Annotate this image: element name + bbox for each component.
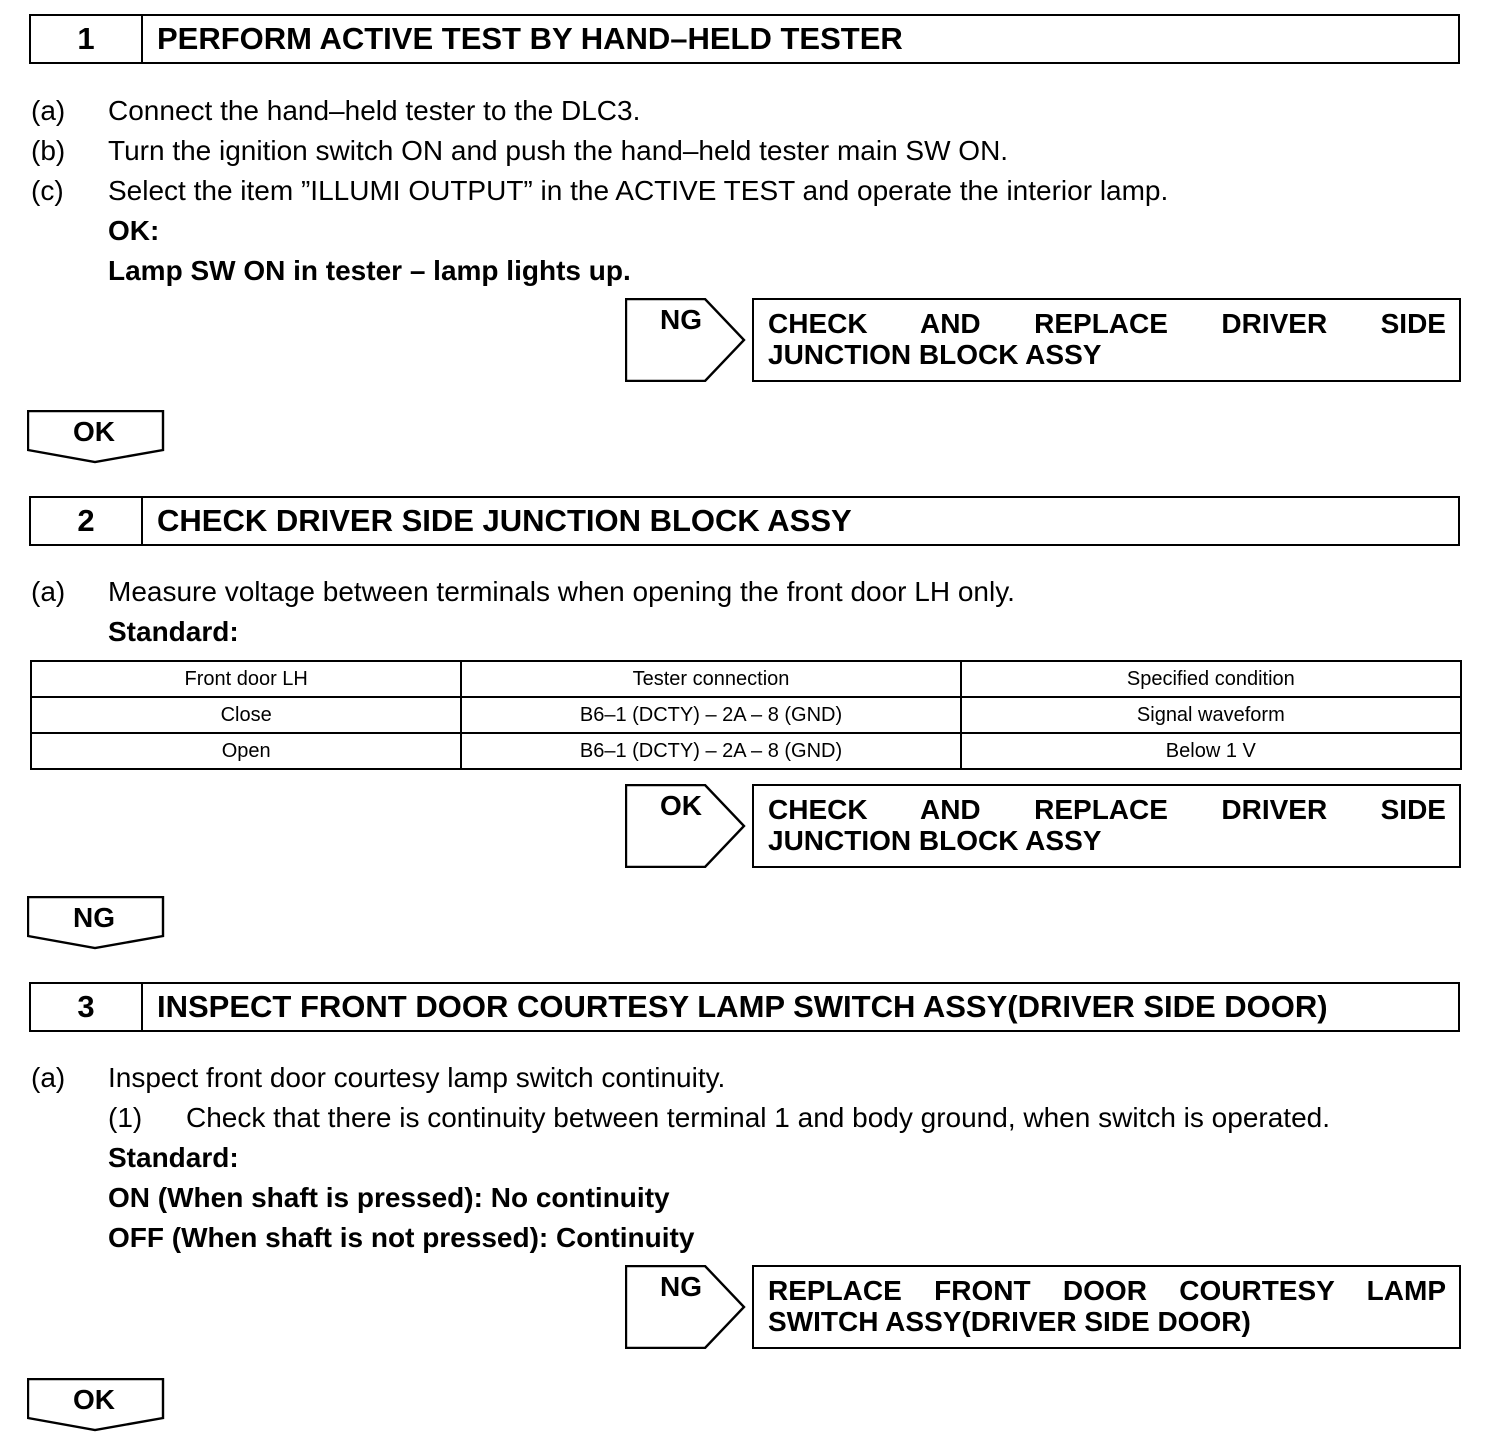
step-title: INSPECT FRONT DOOR COURTESY LAMP SWITCH ASSY(DRIVER SIDE DOOR) [157,989,1328,1024]
item-label: (a) [31,576,66,607]
item-label: (b) [31,135,66,166]
step-number: 3 [31,984,143,1030]
ng-arrow-tag [625,1265,747,1349]
table-header-cell: Front door LH [31,661,461,697]
action-line-1: CHECK AND REPLACE DRIVER SIDE [768,794,1446,825]
step-number: 1 [31,16,143,62]
table-header-row [31,661,1461,697]
table-cell: Signal waveform [961,697,1461,733]
item-text: Turn the ignition switch ON and push the hand–held tester main SW ON. [108,135,1009,166]
step-1-header [29,14,1460,64]
action-line-2: JUNCTION BLOCK ASSY [768,825,1102,856]
item-text: Inspect front door courtesy lamp switch continuity. [108,1062,726,1093]
action-box [752,784,1461,868]
step-title: CHECK DRIVER SIDE JUNCTION BLOCK ASSY [157,503,852,538]
item-label: (c) [31,175,64,206]
sub-item-label: (1) [108,1102,143,1133]
standard-line: ON (When shaft is pressed): No continuity [108,1182,670,1213]
branch-label: NG [660,304,702,335]
standard-label: Standard: [108,1142,239,1173]
item-text: Measure voltage between terminals when opening the front door LH only. [108,576,1015,607]
branch-label: NG [660,1271,702,1302]
table-cell: Open [31,733,461,769]
action-line-2: SWITCH ASSY(DRIVER SIDE DOOR) [768,1306,1251,1337]
branch-label: OK [660,790,702,821]
step-title: PERFORM ACTIVE TEST BY HAND–HELD TESTER [157,21,903,56]
table-header-cell: Tester connection [461,661,960,697]
action-box [752,1265,1461,1349]
item-label: (a) [31,1062,66,1093]
flow-label: OK [73,416,115,447]
table-header-cell: Specified condition [961,661,1461,697]
action-line-2: JUNCTION BLOCK ASSY [768,339,1102,370]
result-text: Lamp SW ON in tester – lamp lights up. [108,255,631,286]
standard-line: OFF (When shaft is not pressed): Continuity [108,1222,695,1253]
item-label: (a) [31,95,66,126]
standard-label: Standard: [108,616,239,647]
standard-table [30,660,1462,770]
table-cell: B6–1 (DCTY) – 2A – 8 (GND) [461,733,960,769]
flow-label: NG [73,902,115,933]
action-box [752,298,1461,382]
item-text: Select the item ”ILLUMI OUTPUT” in the ACTIVE TEST and operate the interior lamp. [108,175,1169,206]
table-row [31,697,1461,733]
table-cell: Below 1 V [961,733,1461,769]
result-heading: OK: [108,215,160,246]
ok-down-tag [27,410,165,464]
table-cell: Close [31,697,461,733]
ok-arrow-tag [625,784,747,868]
action-line-1: CHECK AND REPLACE DRIVER SIDE [768,308,1446,339]
flow-label: OK [73,1384,115,1415]
table-row [31,733,1461,769]
ng-down-tag [27,896,165,950]
table-cell: B6–1 (DCTY) – 2A – 8 (GND) [461,697,960,733]
step-number: 2 [31,498,143,544]
step-2-header [29,496,1460,546]
step-3-header [29,982,1460,1032]
ng-arrow-tag [625,298,747,382]
sub-item-text: Check that there is continuity between terminal 1 and body ground, when switch is operated. [186,1102,1330,1133]
item-text: Connect the hand–held tester to the DLC3. [108,95,641,126]
ok-down-tag [27,1378,165,1432]
action-line-1: REPLACE FRONT DOOR COURTESY LAMP [768,1275,1446,1306]
